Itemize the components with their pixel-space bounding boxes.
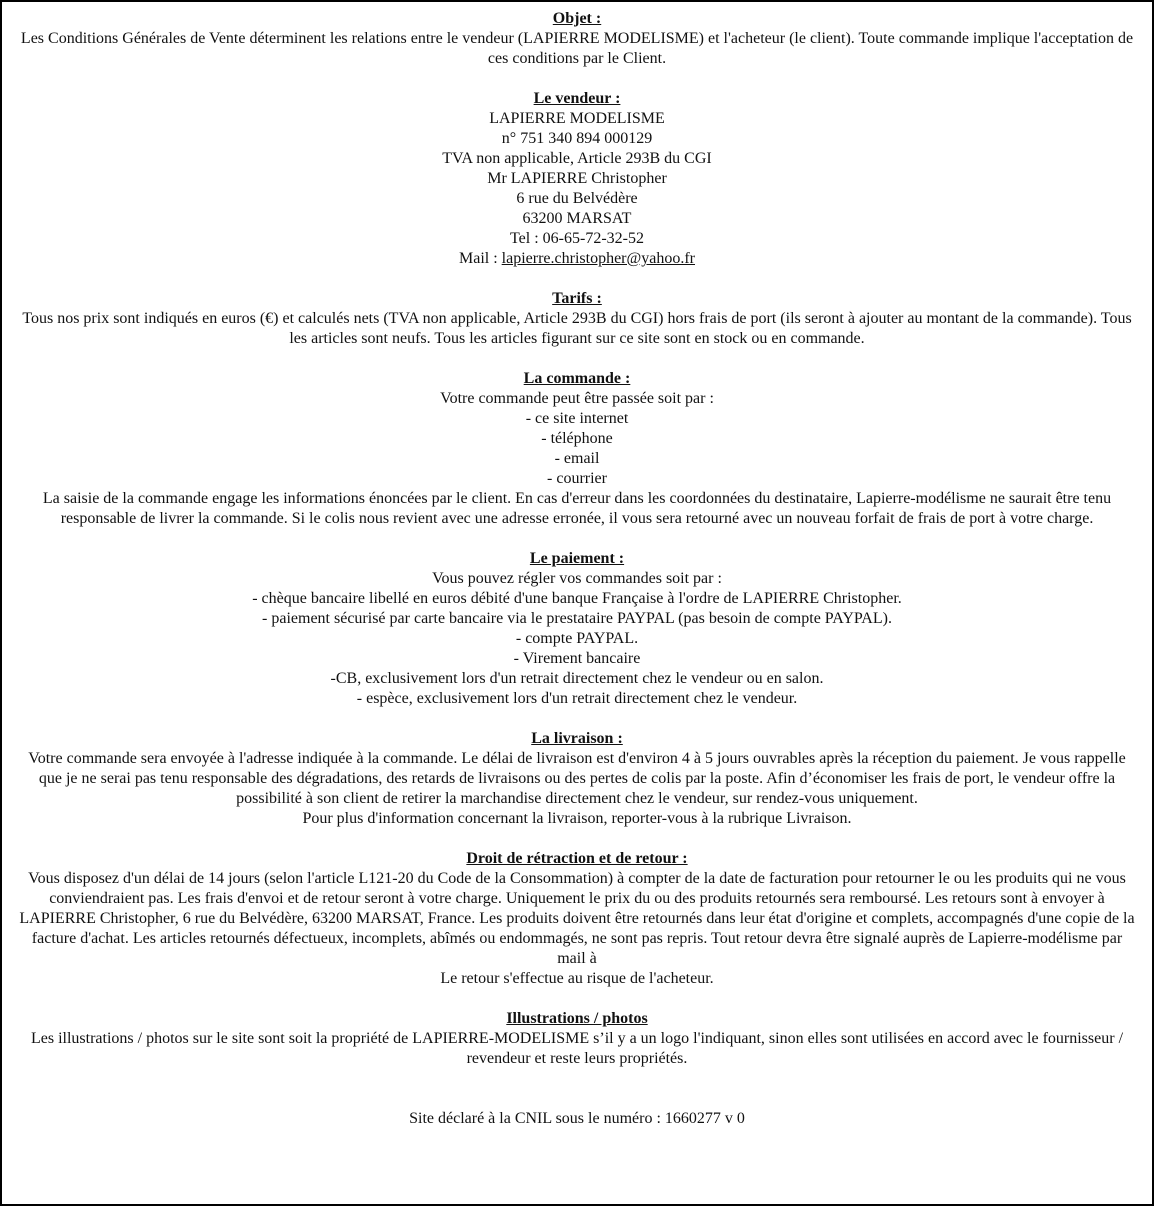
vendor-company: LAPIERRE MODELISME <box>489 110 665 127</box>
list-item: - email <box>554 450 600 467</box>
section-title: Objet : <box>552 10 602 27</box>
list-item: - espèce, exclusivement lors d'un retrait directement chez le vendeur. <box>356 690 798 707</box>
section-paiement <box>18 549 1136 709</box>
vendor-city: 63200 MARSAT <box>522 210 632 227</box>
list-item: - ce site internet <box>525 410 629 427</box>
paiement-intro: Vous pouvez régler vos commandes soit par : <box>432 570 722 587</box>
list-item: -CB, exclusivement lors d'un retrait directement chez le vendeur ou en salon. <box>330 670 824 687</box>
vendor-street: 6 rue du Belvédère <box>516 190 638 207</box>
commande-intro: Votre commande peut être passée soit par : <box>440 390 714 407</box>
section-paragraph: Les illustrations / photos sur le site sont soit la propriété de LAPIERRE-MODELISME s’il y a un logo l'indiquant, sinon elles sont utilisées en accord avec le fournisseur / revendeur et reste leurs propriétés. <box>30 1030 1124 1067</box>
list-item: - courrier <box>547 470 607 487</box>
section-paragraph: Votre commande sera envoyée à l'adresse indiquée à la commande. Le délai de livraison est d'environ 4 à 5 jours ouvrables après la réception du paiement. Je vous rappelle que je ne serai pas tenu responsable des dégradations, des retards de livraisons ou des pertes de colis par la poste. Afin d’économiser les frais de port, le vendeur offre la possibilité à son client de retirer la marchandise directement chez le vendeur, sur rendez-vous uniquement. <box>28 750 1126 807</box>
livraison-note: Pour plus d'information concernant la livraison, reporter-vous à la rubrique Livraison. <box>302 810 852 827</box>
section-retour <box>18 849 1136 989</box>
footer <box>18 1109 1136 1129</box>
list-item: - compte PAYPAL. <box>515 630 639 647</box>
section-objet <box>18 9 1136 69</box>
section-livraison <box>18 729 1136 829</box>
vendor-siret: n° 751 340 894 000129 <box>501 130 653 147</box>
retour-note: Le retour s'effectue au risque de l'acheteur. <box>440 970 714 987</box>
section-vendeur <box>18 89 1136 269</box>
cnil-declaration: Site déclaré à la CNIL sous le numéro : 1660277 v 0 <box>409 1110 745 1127</box>
section-title: Le paiement : <box>529 550 625 567</box>
list-item: - chèque bancaire libellé en euros débité d'une banque Française à l'ordre de LAPIERRE Christopher. <box>252 590 902 607</box>
section-tarifs <box>18 289 1136 349</box>
section-illustrations <box>18 1009 1136 1069</box>
section-paragraph: La saisie de la commande engage les informations énoncées par le client. En cas d'erreur dans les coordonnées du destinataire, Lapierre-modélisme ne saurait être tenu responsable de livrer la commande. Si le colis nous revient avec une adresse erronée, il vous sera retourné avec un nouveau forfait de frais de port à votre charge. <box>42 490 1112 527</box>
list-item: - téléphone <box>541 430 613 447</box>
section-title: Le vendeur : <box>533 90 621 107</box>
vendor-phone: Tel : 06-65-72-32-52 <box>510 230 644 247</box>
section-commande <box>18 369 1136 529</box>
vendor-owner: Mr LAPIERRE Christopher <box>487 170 667 187</box>
list-item: - paiement sécurisé par carte bancaire via le prestataire PAYPAL (pas besoin de compte PAYPAL). <box>262 610 892 627</box>
section-title: Illustrations / photos <box>506 1010 648 1027</box>
vendor-mail-line <box>18 249 1136 269</box>
vendor-mail-label: Mail : <box>459 250 502 267</box>
section-paragraph: Tous nos prix sont indiqués en euros (€) et calculés nets (TVA non applicable, Article 293B du CGI) hors frais de port (ils seront à ajouter au montant de la commande). Tous les articles sont neufs. Tous les articles figurant sur ce site sont en stock ou en commande. <box>22 310 1132 347</box>
section-paragraph: Vous disposez d'un délai de 14 jours (selon l'article L121-20 du Code de la Consommation) à compter de la date de facturation pour retourner le ou les produits qui ne vous conviendraient pas. Les frais d'envoi et de retour seront à votre charge. Uniquement le prix du ou des produits retournés sera remboursé. Les retours sont à envoyer à LAPIERRE Christopher, 6 rue du Belvédère, 63200 MARSAT, France. Les produits doivent être retournés dans leur état d'origine et complets, accompagnés d'une copie de la facture d'achat. Les articles retournés défectueux, incomplets, abîmés ou endommagés, ne sont pas repris. Tout retour devra être signalé auprès de Lapierre-modélisme par mail à <box>19 870 1135 967</box>
vendor-tva: TVA non applicable, Article 293B du CGI <box>442 150 712 167</box>
section-paragraph: Les Conditions Générales de Vente déterminent les relations entre le vendeur (LAPIERRE MODELISME) et l'acheteur (le client). Toute commande implique l'acceptation de ces conditions par le Client. <box>20 30 1134 67</box>
section-title: Droit de rétraction et de retour : <box>466 850 688 867</box>
vendor-email-link[interactable]: lapierre.christopher@yahoo.fr <box>501 250 695 267</box>
section-title: Tarifs : <box>552 290 602 307</box>
section-title: La commande : <box>523 370 631 387</box>
list-item: - Virement bancaire <box>513 650 641 667</box>
section-title: La livraison : <box>531 730 623 747</box>
